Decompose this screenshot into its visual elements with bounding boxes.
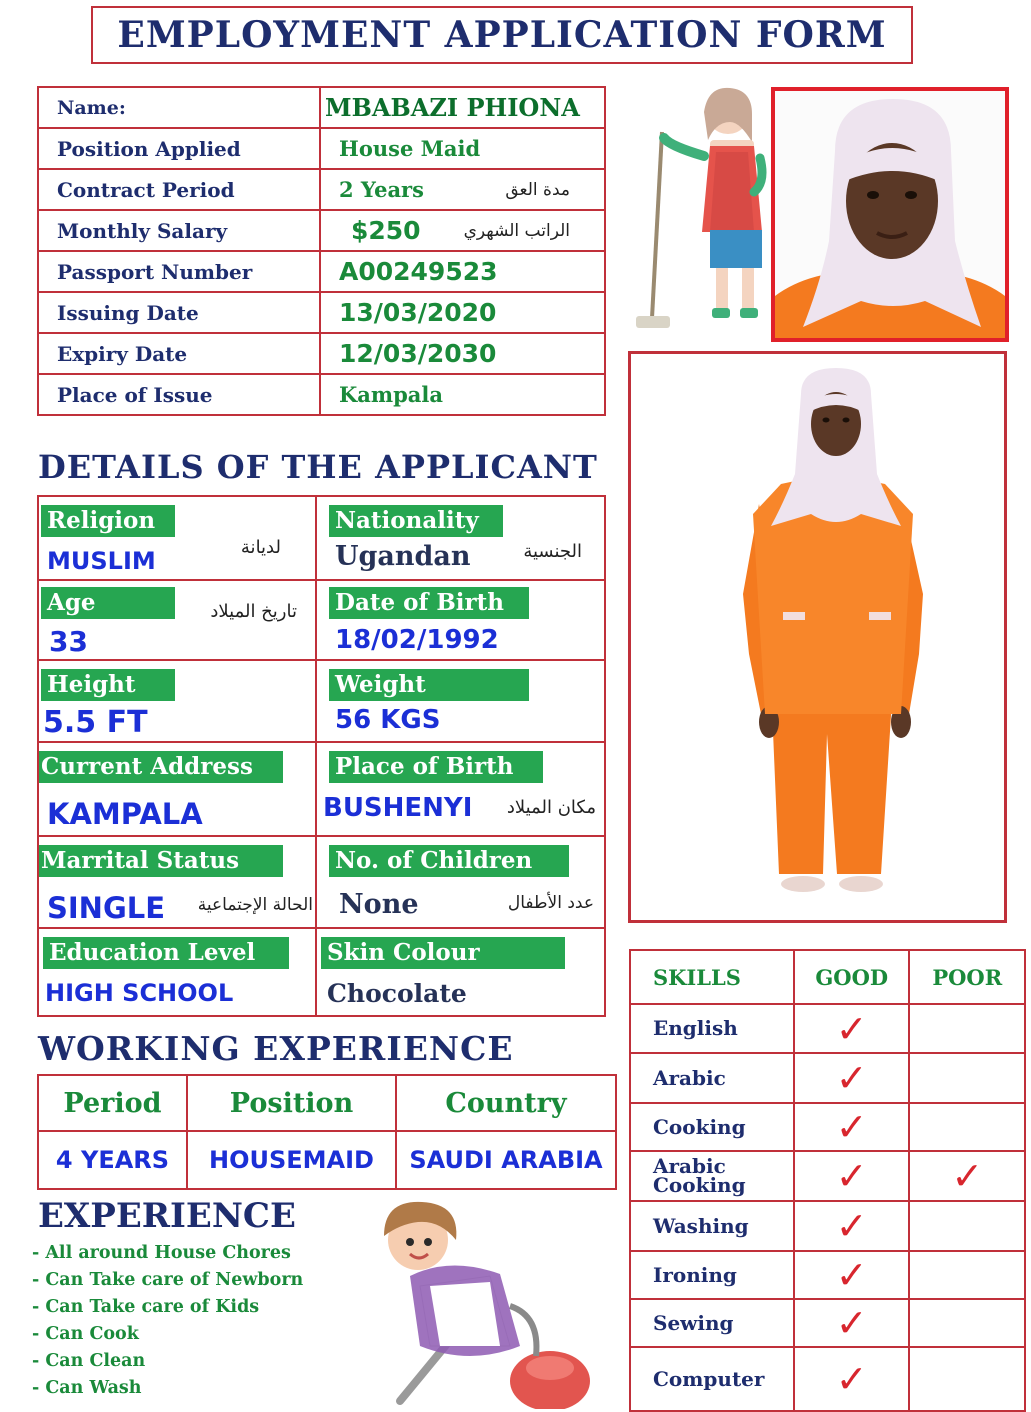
monthly-salary-arabic: الراتب الشهري: [463, 220, 570, 241]
skill-good-cell: [794, 1299, 910, 1347]
skills-header-poor: POOR: [909, 950, 1025, 1004]
check-icon: ✓: [951, 1154, 984, 1198]
skill-row: [630, 1004, 1025, 1053]
applicant-details-grid: [37, 495, 606, 1017]
experience-item: - Can Take care of Newborn: [32, 1270, 304, 1290]
info-row-name: [38, 87, 605, 128]
weight-value: 56 KGS: [335, 705, 441, 735]
religion-arabic: لديانة: [240, 537, 281, 558]
skill-poor-cell: [909, 1251, 1025, 1299]
skill-good-cell: [794, 1004, 910, 1053]
info-row: [38, 251, 605, 292]
experience-item: - Can Cook: [32, 1324, 139, 1344]
skill-name: English: [630, 1004, 794, 1053]
education-value: HIGH SCHOOL: [45, 979, 234, 1007]
children-arabic: عدد الأطفال: [507, 893, 594, 913]
skill-row: [630, 1103, 1025, 1151]
work-row: [38, 1131, 616, 1189]
place-of-issue-value: Kampala: [320, 374, 605, 415]
work-heading: WORKING EXPERIENCE: [38, 1029, 514, 1068]
check-icon: ✓: [835, 1056, 868, 1100]
position-applied-text: House Maid: [339, 136, 481, 161]
portrait-illustration: [775, 91, 1005, 338]
skill-row: [630, 1299, 1025, 1347]
maid-mop-illustration: [630, 82, 770, 338]
skill-poor-cell: [909, 1347, 1025, 1411]
skill-good-cell: [794, 1251, 910, 1299]
info-row: [38, 292, 605, 333]
check-icon: ✓: [835, 1154, 868, 1198]
experience-item: - All around House Chores: [32, 1243, 291, 1263]
name-label: Name:: [38, 87, 320, 128]
birthplace-cell: [317, 743, 604, 837]
birthplace-arabic: مكان الميلاد: [506, 797, 596, 818]
children-value: None: [339, 889, 419, 920]
marital-value: SINGLE: [47, 891, 166, 925]
experience-item: - Can Take care of Kids: [32, 1297, 260, 1317]
dob-label: Date of Birth: [329, 587, 529, 619]
check-icon: ✓: [835, 1006, 868, 1051]
skill-name: Sewing: [630, 1299, 794, 1347]
work-country: SAUDI ARABIA: [396, 1131, 616, 1189]
skill-name: Washing: [630, 1201, 794, 1251]
name-value: MBABAZI PHIONA: [320, 87, 605, 128]
monthly-salary-value: [320, 210, 605, 251]
experience-item: - Can Wash: [32, 1378, 142, 1398]
marital-arabic: الحالة الإجتماعية: [197, 895, 313, 915]
skill-poor-cell: [909, 1151, 1025, 1201]
full-body-photo: [628, 351, 1007, 923]
skill-good-cell: [794, 1201, 910, 1251]
skill-row: [630, 1053, 1025, 1103]
skin-value: Chocolate: [327, 979, 467, 1008]
monthly-salary-text: $250: [351, 216, 421, 245]
skill-poor-cell: [909, 1004, 1025, 1053]
passport-number-value: A00249523: [320, 251, 605, 292]
address-cell: [39, 743, 317, 837]
work-header-period: Period: [38, 1075, 187, 1131]
skills-header-good: GOOD: [794, 950, 910, 1004]
weight-cell: [317, 661, 604, 743]
address-label: Current Address: [39, 751, 283, 783]
skill-row: [630, 1251, 1025, 1299]
age-cell: [39, 581, 317, 661]
skill-row: [630, 1151, 1025, 1201]
work-header-position: Position: [187, 1075, 396, 1131]
full-body-illustration: [631, 354, 1004, 920]
education-label: Education Level: [43, 937, 289, 969]
birthplace-value: BUSHENYI: [323, 793, 473, 823]
position-applied-value: [320, 128, 605, 169]
skills-header-skill: SKILLS: [630, 950, 794, 1004]
religion-cell: [39, 497, 317, 581]
religion-value: MUSLIM: [47, 547, 156, 575]
age-arabic: تاريخ الميلاد: [210, 601, 297, 622]
place-of-issue-label: Place of Issue: [38, 374, 320, 415]
education-cell: [39, 929, 317, 1015]
check-icon: ✓: [835, 1105, 868, 1149]
skill-good-cell: [794, 1151, 910, 1201]
contract-period-value: [320, 169, 605, 210]
nationality-value: Ugandan: [335, 541, 471, 572]
position-applied-label: Position Applied: [38, 128, 320, 169]
nationality-cell: [317, 497, 604, 581]
monthly-salary-label: Monthly Salary: [38, 210, 320, 251]
info-row: [38, 169, 605, 210]
portrait-photo: [771, 87, 1009, 342]
skill-name: Ironing: [630, 1251, 794, 1299]
issuing-date-label: Issuing Date: [38, 292, 320, 333]
skills-header-row: [630, 950, 1025, 1004]
work-experience-table: [37, 1074, 617, 1190]
skill-good-cell: [794, 1053, 910, 1103]
info-row: [38, 128, 605, 169]
form-title-box: [91, 6, 913, 64]
dob-cell: [317, 581, 604, 661]
contract-period-arabic: مدة العق: [505, 179, 570, 200]
nationality-label: Nationality: [329, 505, 503, 537]
skill-poor-cell: [909, 1103, 1025, 1151]
check-icon: ✓: [835, 1253, 868, 1297]
age-label: Age: [41, 587, 175, 619]
skill-name: Computer: [630, 1347, 794, 1411]
info-row: [38, 333, 605, 374]
skill-name: Arabic Cooking: [630, 1151, 794, 1201]
details-heading: DETAILS OF THE APPLICANT: [38, 448, 598, 486]
dob-value: 18/02/1992: [335, 625, 499, 655]
height-value: 5.5 FT: [43, 705, 148, 740]
experience-item: - Can Clean: [32, 1351, 146, 1371]
nationality-arabic: الجنسية: [523, 541, 582, 562]
info-row: [38, 210, 605, 251]
experience-list: [32, 1240, 303, 1402]
marital-cell: [39, 837, 317, 929]
skills-table: [629, 949, 1026, 1412]
info-row: [38, 374, 605, 415]
skill-good-cell: [794, 1103, 910, 1151]
skill-poor-cell: [909, 1201, 1025, 1251]
skill-row: [630, 1201, 1025, 1251]
work-position: HOUSEMAID: [187, 1131, 396, 1189]
experience-heading: EXPERIENCE: [38, 1196, 296, 1236]
maid-vacuum-illustration: [360, 1196, 600, 1409]
skill-poor-cell: [909, 1299, 1025, 1347]
check-icon: ✓: [835, 1204, 868, 1248]
check-icon: ✓: [835, 1301, 868, 1345]
children-cell: [317, 837, 604, 929]
expiry-date-label: Expiry Date: [38, 333, 320, 374]
check-icon: ✓: [835, 1357, 868, 1401]
skill-name: Cooking: [630, 1103, 794, 1151]
address-value: KAMPALA: [47, 797, 203, 831]
form-title: EMPLOYMENT APPLICATION FORM: [117, 14, 887, 56]
expiry-date-value: 12/03/2030: [320, 333, 605, 374]
height-cell: [39, 661, 317, 743]
contract-period-text: 2 Years: [339, 177, 424, 202]
skill-poor-cell: [909, 1053, 1025, 1103]
contract-period-label: Contract Period: [38, 169, 320, 210]
children-label: No. of Children: [329, 845, 569, 877]
skin-cell: [317, 929, 604, 1015]
skill-name: Arabic: [630, 1053, 794, 1103]
marital-label: Marrital Status: [39, 845, 283, 877]
age-value: 33: [49, 625, 88, 658]
skill-row: [630, 1347, 1025, 1411]
religion-label: Religion: [41, 505, 175, 537]
work-header-row: [38, 1075, 616, 1131]
height-label: Height: [41, 669, 175, 701]
work-period: 4 YEARS: [38, 1131, 187, 1189]
issuing-date-value: 13/03/2020: [320, 292, 605, 333]
passport-number-label: Passport Number: [38, 251, 320, 292]
skill-good-cell: [794, 1347, 910, 1411]
weight-label: Weight: [329, 669, 529, 701]
personal-info-table: [37, 86, 606, 416]
skin-label: Skin Colour: [321, 937, 565, 969]
birthplace-label: Place of Birth: [329, 751, 543, 783]
work-header-country: Country: [396, 1075, 616, 1131]
